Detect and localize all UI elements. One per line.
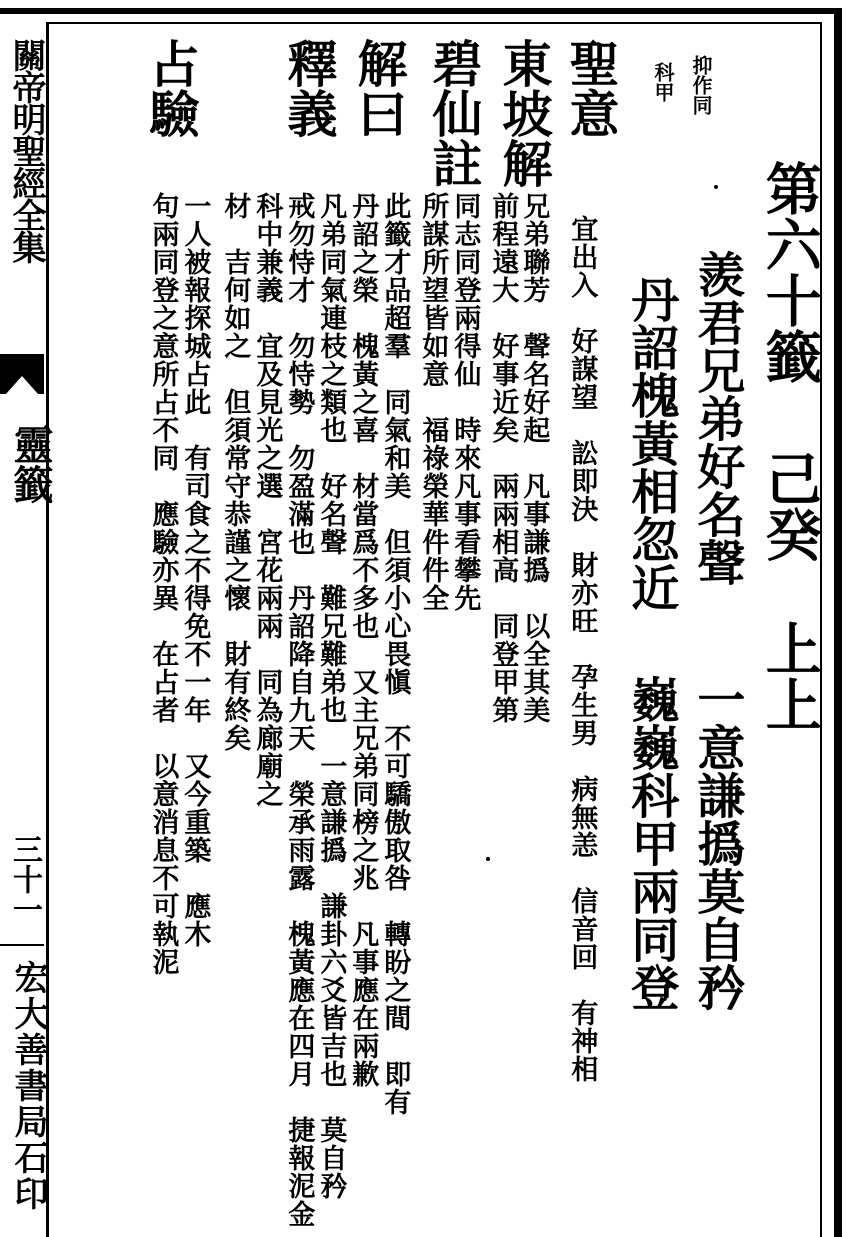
poem-line-2: 一意謙撝莫自矜	[688, 675, 745, 1011]
section-heading-bixian: 碧仙註	[424, 38, 484, 188]
section-line: 丹詔之榮 槐黃之喜 材當爲不多也 又主兄弟同榜之兆 凡事應在兩歉	[347, 192, 379, 1088]
poem-line-4: 巍巍科甲兩同登	[622, 675, 679, 1011]
fish-tail-mark-icon	[0, 354, 44, 394]
poem-line-1: 羨君兄弟好名聲	[688, 250, 745, 586]
variant-note: 抑作同	[689, 55, 713, 115]
section-line: 一人被報探城占此 有司食之不得免不一年 又今重築 應木	[179, 192, 211, 948]
series-name: 靈籤	[7, 424, 54, 504]
section-heading-shi-yi: 釋義	[279, 38, 339, 138]
ink-speck	[714, 185, 718, 189]
section-line: 同志同登兩得仙 時來凡事看攀先	[449, 192, 481, 612]
book-title: 關帝明聖經全集	[6, 38, 46, 262]
divider	[0, 944, 44, 946]
poem-line-3: 丹詔槐黃相忽近	[622, 275, 679, 611]
section-line: 此籤才品超羣 同氣和美 但須小心畏愼 不可驕傲取咎 轉盼之間 即有	[379, 192, 411, 1116]
section-heading-sheng-yi: 聖意	[561, 38, 621, 138]
ink-speck	[486, 857, 490, 861]
margin-strip	[0, 14, 54, 1237]
section-line: 凡弟同氣連枝之類也 好名聲 難兄難弟也 一意謙撝 謙卦六爻皆吉也 莫自矜	[315, 192, 347, 1200]
variant-note: 科甲	[651, 62, 675, 102]
section-line: 材 吉何如之 但須常守恭謹之懷 財有終矣	[219, 192, 251, 752]
section-line: 前程遠大 好事近矣 兩兩相高 同登甲第	[487, 192, 519, 724]
section-line: 句兩同登之意所占不同 應驗亦異 在占者 以意消息不可執泥	[147, 192, 179, 976]
section-line: 科中兼義 宜及見光之選 宮花兩兩 同為廊廟之	[251, 192, 283, 808]
section-heading-zhan-yan: 占驗	[141, 38, 201, 138]
section-line: 兄弟聯芳 聲名好起 凡事謙撝 以全其美	[518, 192, 550, 724]
section-line: 所謀所望皆如意 福祿榮華件件全	[417, 192, 449, 612]
lot-number: 第六十籤	[756, 160, 823, 384]
section-heading-jie-yue: 解曰	[349, 38, 409, 138]
lot-grade: 上上	[756, 620, 823, 732]
page-number: 三十一	[7, 834, 42, 924]
section-line: 戒勿恃才 勿恃勢 勿盈滿也 丹詔降自九天 榮承雨露 槐黃應在四月 捷報泥金	[283, 192, 315, 1228]
section-line: 宜出入 好謀望 訟即決 財亦旺 孕生男 病無恙 信音回 有神相	[566, 215, 598, 1083]
lot-ganzhi: 己癸	[756, 450, 823, 562]
publisher-name: 宏大善書局石印	[8, 960, 48, 1212]
section-heading-dongpo: 東坡解	[494, 38, 554, 188]
